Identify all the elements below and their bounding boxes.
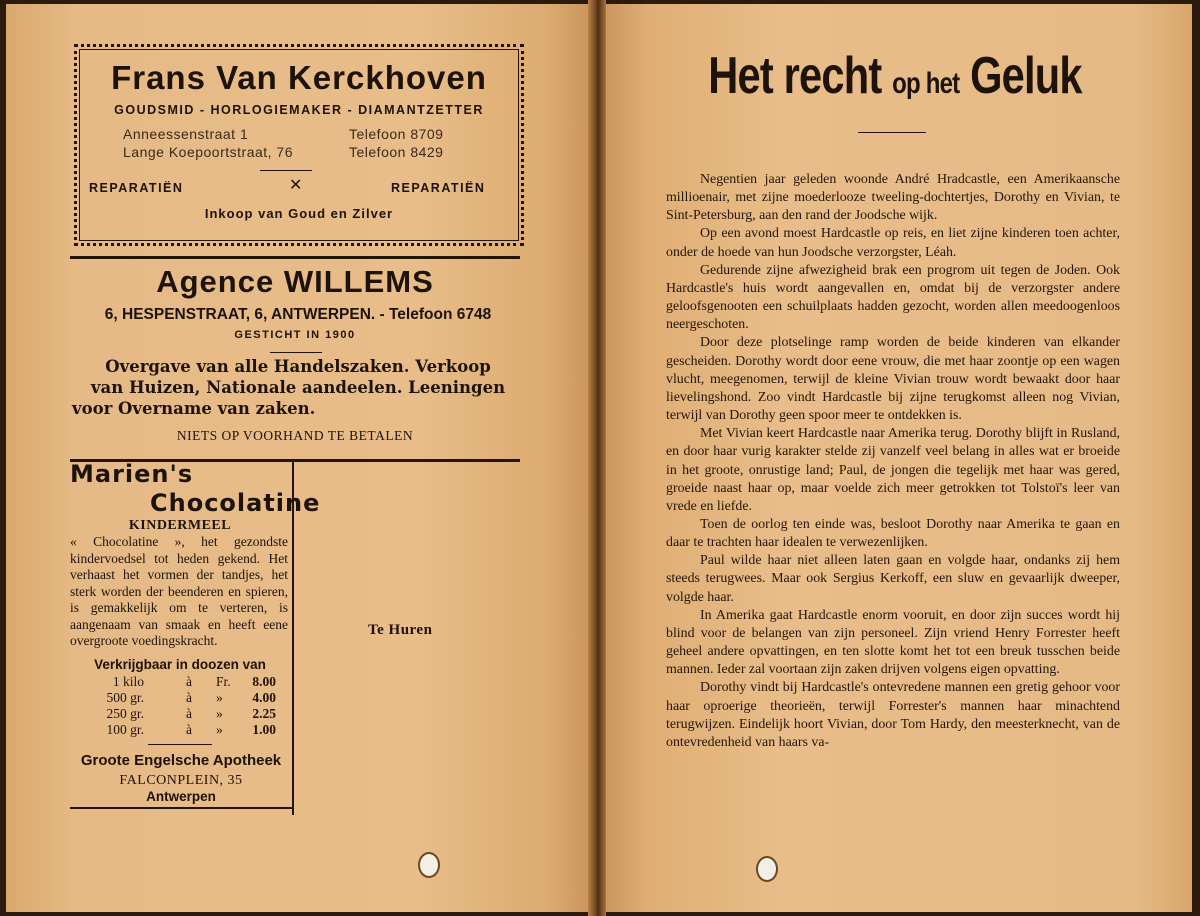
pharmacy-address: FALCONPLEIN, 35	[119, 773, 243, 788]
box-price: 8.00	[252, 674, 276, 689]
box-price: 4.00	[252, 690, 276, 705]
chocolatine-title: Chocolatine	[150, 489, 321, 517]
available-in-boxes: Verkrijgbaar in doozen van	[94, 657, 266, 672]
agence-services-line: voor Overname van zaken.	[72, 399, 316, 418]
jeweller-name: Frans Van Kerckhoven	[111, 59, 487, 96]
box-weight: 1 kilo	[112, 674, 144, 689]
book-gutter	[588, 0, 606, 916]
agence-established: GESTICHT IN 1900	[234, 329, 356, 341]
box-weight: 500 gr.	[106, 690, 144, 705]
currency: »	[216, 690, 223, 705]
story-paragraph: Dorothy vindt bij Hardcastle's ontevredene mannen een gretig gehoor voor haar oproerige theorieën, terwijl Forrester's mannen haar minachtend terugwijzen. Eindelijk hoort Vivian, door Tom Hardy, den meesterknecht, van de ontevredenheid van haars va-	[666, 680, 1120, 750]
divider	[148, 744, 212, 745]
divider	[270, 352, 322, 353]
agence-services-line: Overgave van alle Handelszaken. Verkoop	[105, 357, 491, 376]
story-paragraph: Op een avond moest Hardcastle op reis, en liet zijne kinderen toen achter, onder de hoede van hun Joodsche verzorgster, Léah.	[666, 226, 1120, 260]
address-line-1: Anneessenstraat 1	[123, 126, 249, 142]
at-symbol: à	[186, 706, 192, 721]
pharmacy-city: Antwerpen	[146, 789, 216, 804]
box-weight: 250 gr.	[106, 706, 144, 721]
at-symbol: à	[186, 690, 192, 705]
star-ornament: ✕	[289, 175, 303, 194]
box-price: 1.00	[252, 722, 276, 737]
to-let-notice: Te Huren	[368, 622, 433, 638]
frans-van-kerckhoven-ad	[74, 44, 524, 246]
at-symbol: à	[186, 722, 192, 737]
price-row	[84, 674, 284, 690]
mariens-title: Marien's	[70, 460, 194, 488]
gold-silver-purchase: Inkoop van Goud en Zilver	[204, 206, 394, 221]
price-row	[84, 722, 284, 738]
divider	[260, 170, 312, 171]
story-paragraph: Negentien jaar geleden woonde André Hradcastle, een Amerikaansche millioenair, met zijne moederlooze tweeling-dochtertjes, Dorothy en Vivian, te Sint-Petersburg, aan den rand der Joodsche wijk.	[666, 172, 1120, 224]
agence-title: Agence WILLEMS	[156, 264, 434, 299]
divider	[70, 256, 520, 259]
divider	[70, 807, 294, 809]
title-part: op het	[892, 67, 960, 100]
phone-line-1: Telefoon 8709	[349, 126, 444, 142]
currency: Fr.	[216, 674, 231, 689]
story-paragraph: In Amerika gaat Hardcastle enorm vooruit, en door zijn succes wordt hij blind voor de belangen van zijn personeel. Zijn vriend Henry Forrester heeft geheel andere opvattingen, en ten slotte komt het tot een breuk tusschen beide mannen. Ieder zal voortaan zijn zaken drijven volgens eigen opvatting.	[666, 607, 1120, 678]
price-row	[84, 690, 284, 706]
at-symbol: à	[186, 674, 192, 689]
repair-label-left: REPARATIËN	[89, 181, 184, 195]
story-paragraph: Gedurende zijne afwezigheid brak een progrom uit tegen de Joden. Ook Hardcastle's huis wordt aangevallen en, omdat bij de verzorgster andere geloofsgenooten een schuilplaats hadden gezocht, worden allen meedoogenloos neergeschoten.	[666, 262, 1120, 333]
agence-address: 6, HESPENSTRAAT, 6, ANTWERPEN. - Telefoon 6748	[104, 306, 492, 323]
currency: »	[216, 722, 223, 737]
jeweller-trade: GOUDSMID - HORLOGIEMAKER - DIAMANTZETTER	[114, 103, 484, 117]
divider	[858, 132, 926, 133]
currency: »	[216, 706, 223, 721]
repair-label-right: REPARATIËN	[391, 181, 486, 195]
agence-services	[72, 356, 524, 419]
address-line-2: Lange Koepoortstraat, 76	[123, 144, 294, 160]
phone-line-2: Telefoon 8429	[349, 144, 444, 160]
story-paragraph: Toen de oorlog ten einde was, besloot Dorothy naar Amerika te gaan en daar te trachten haar idealen te verwezenlijken.	[666, 516, 1120, 551]
story-text	[666, 171, 1120, 752]
agence-note: NIETS OP VOORHAND TE BETALEN	[176, 428, 414, 443]
box-price: 2.25	[252, 706, 276, 721]
story-title	[707, 46, 1083, 106]
binding-hole-right	[756, 856, 778, 882]
story-paragraph: Door deze plotselinge ramp worden de beide kinderen van elkander gescheiden. Dorothy wordt door eene vrouw, die met haar zoontje op een wagen vlucht, meegenomen, terwijl de kleine Vivian trouw wordt bewaakt door haar lievelingshond. Zoo vindt Hardcastle bij zijne terugkomst alleen nog Vivian, terwijl van Dorothy geen spoor meer te ontdekken is.	[666, 335, 1120, 424]
chocolatine-description: « Chocolatine », het gezondste kindervoedsel tot heden gekend. Het verhaast het vormen der tandjes, het sterk worden der beenderen en spieren, is gemakkelijk om te verteren, is aangenaam van smaak en heeft eene overgroote voedingskracht.	[70, 534, 288, 648]
price-row	[84, 706, 284, 722]
title-part: Geluk	[970, 47, 1082, 105]
agence-services-line: van Huizen, Nationale aandeelen. Leeningen	[90, 378, 506, 397]
story-paragraph: Met Vivian keert Hardcastle naar Amerika terug. Dorothy blijft in Rusland, en door haar vurig karakter stelde zij vanzelf veel belang in alles wat er broeide in het groote, onrustige land; Paul, de jongen die tegelijk met haar was gered, groeide naast haar op, maar voelde zich meer getrokken tot Tolstoï's leer van vrede en liefde.	[666, 426, 1120, 514]
story-paragraph: Paul wilde haar niet alleen laten gaan en volgde haar, ondanks zij hem steeds terugwees. Maar ook Sergius Kerkoff, een sluw en gevaarlijk dweeper, volgde haar.	[666, 553, 1120, 605]
title-part: Het recht	[708, 47, 882, 105]
binding-hole-left	[418, 852, 440, 878]
kindermeel-heading: KINDERMEEL	[128, 518, 232, 533]
box-weight: 100 gr.	[106, 722, 144, 737]
pharmacy-name: Groote Engelsche Apotheek	[80, 752, 282, 769]
